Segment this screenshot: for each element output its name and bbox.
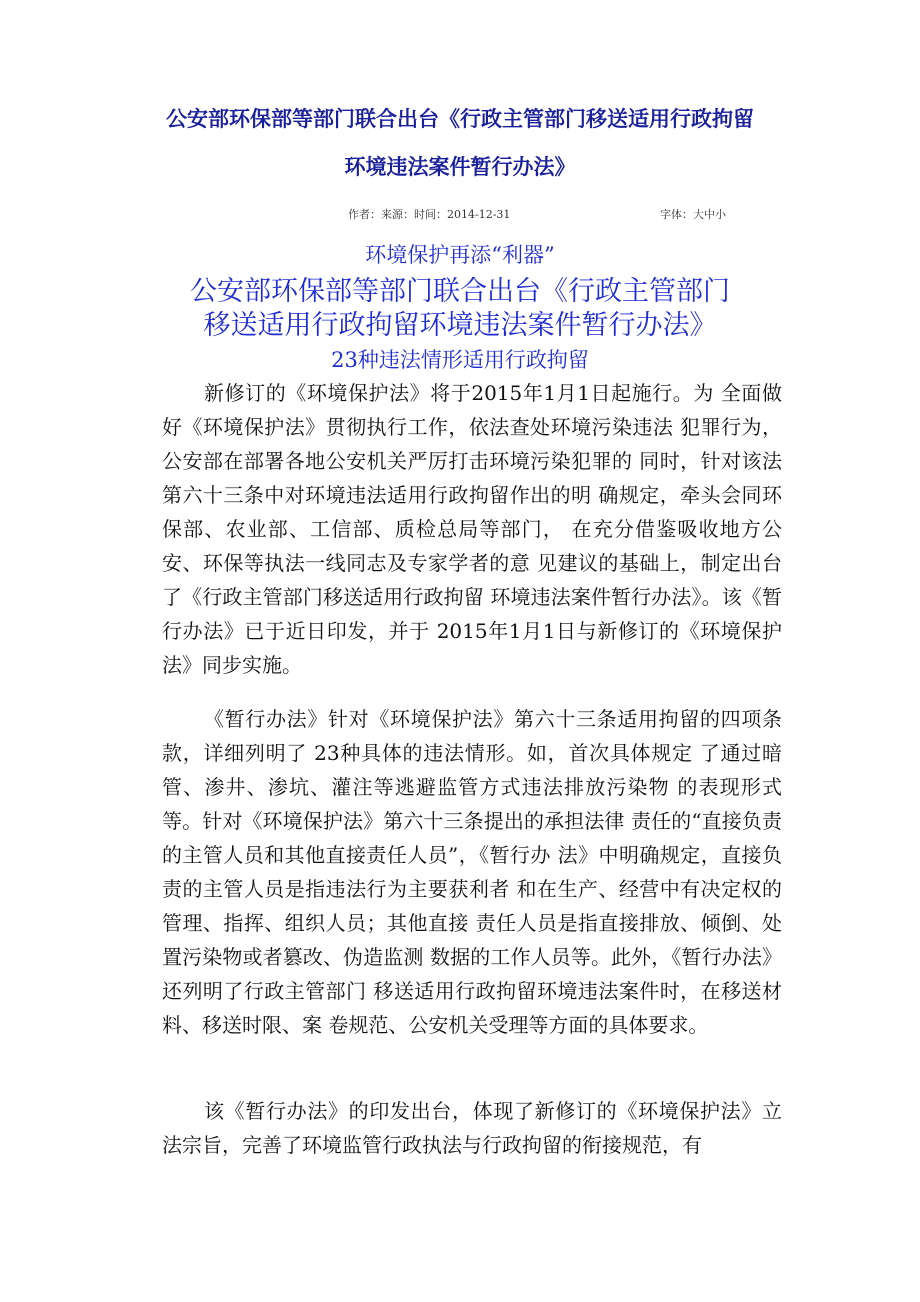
- subtitle-line-1: 环境保护再添“利器”: [365, 243, 555, 267]
- body-paragraph-2-block: [162, 702, 782, 1042]
- subtitle-line-4: 23种违法情形适用行政拘留: [331, 348, 589, 372]
- article-title-line-2: 环境违法案件暂行办法》: [344, 154, 576, 179]
- body-paragraph: 新修订的《环境保护法》将于2015年1月1日起施行。为 全面做好《环境保护法》贯彻执行工作，依法查处环境污染违法 犯罪行为，公安部在部署各地公安机关严厉打击环境污染犯罪的 同时，针对该法第六十三条中对环境违法适用行政拘留作出的明 确规定，牵头会同环保部、农业部、工信部、质检总局等部门， 在充分借鉴吸收地方公安、环保等执法一线同志及专家学者的意 见建议的基础上，制定出台了《行政主管部门移送适用行政拘留 环境违法案件暂行办法》。该《暂行办法》已于近日印发，并于 2015年1月1日与新修订的《环境保护法》同步实施。: [162, 381, 782, 677]
- body-paragraph: 《暂行办法》针对《环境保护法》第六十三条适用拘留的四项条款，详细列明了 23种具体的违法情形。如，首次具体规定 了通过暗管、渗井、渗坑、灌注等逃避监管方式违法排放污染物 的表现形式等。针对《环境保护法》第六十三条提出的承担法律 责任的“直接负责的主管人员和其他直接责任人员”，《暂行办 法》中明确规定，直接负责的主管人员是指违法行为主要获利者 和在生产、经营中有决定权的管理、指挥、组织人员；其他直接 责任人员是指直接排放、倾倒、处置污染物或者篡改、伪造监测 数据的工作人员等。此外，《暂行办法》还列明了行政主管部门 移送适用行政拘留环境违法案件时，在移送材料、移送时限、案 卷规范、公安机关受理等方面的具体要求。: [162, 707, 782, 1037]
- article-title-line-1: 公安部环保部等部门联合出台《行政主管部门移送适用行政拘留: [166, 106, 754, 131]
- body-paragraph-1-block: [162, 376, 782, 682]
- subtitle-line-3: 移送适用行政拘留环境违法案件暂行办法》: [203, 310, 717, 341]
- body-paragraph: 该《暂行办法》的印发出台，体现了新修订的《环境保护法》立法宗旨，完善了环境监管行政执法与行政拘留的衔接规范，有: [162, 1099, 782, 1157]
- article-meta: 作者：来源：时间：2014-12-31: [348, 208, 511, 221]
- body-paragraph-3-block: [162, 1094, 782, 1162]
- subtitle-line-2: 公安部环保部等部门联合出台《行政主管部门: [190, 276, 730, 307]
- font-size-options[interactable]: 字体：大中小: [660, 208, 726, 221]
